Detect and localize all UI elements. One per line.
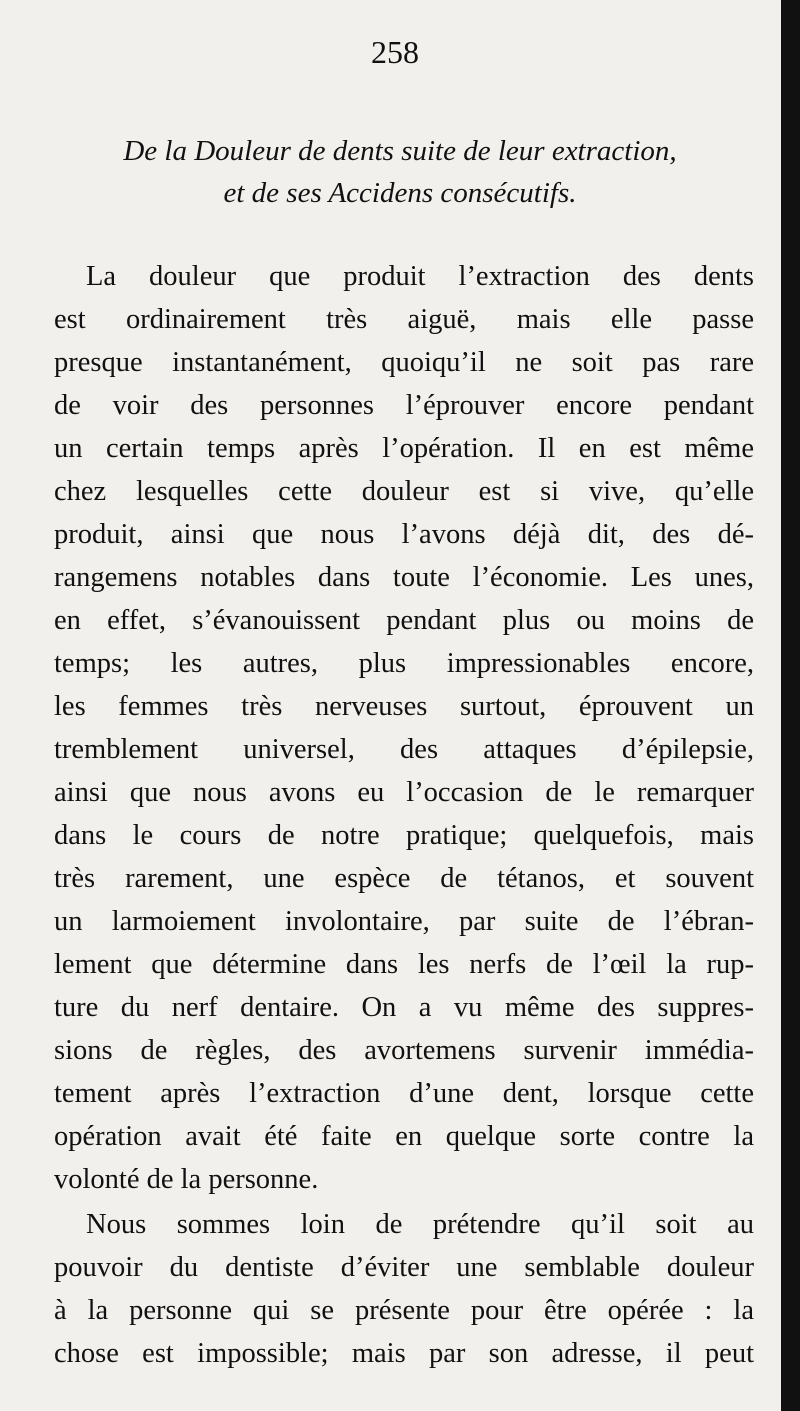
text-line: produit, ainsi que nous l’avons déjà dit, des dé-: [54, 519, 754, 550]
text-line: en effet, s’évanouissent pendant plus ou moins de: [54, 605, 754, 636]
text-line: Nous sommes loin de prétendre qu’il soit au: [86, 1209, 754, 1240]
text-line: volonté de la personne.: [54, 1164, 319, 1195]
text-line: sions de règles, des avortemens survenir immédia-: [54, 1035, 754, 1066]
text-line: chose est impossible; mais par son adresse, il peut: [54, 1338, 754, 1369]
text-line: La douleur que produit l’extraction des dents: [86, 261, 754, 292]
text-line: un certain temps après l’opération. Il en est même: [54, 433, 754, 464]
paragraph: [54, 255, 754, 1201]
text-line: lement que détermine dans les nerfs de l’œil la rup-: [54, 949, 754, 980]
text-line: tremblement universel, des attaques d’épilepsie,: [54, 734, 754, 765]
text-line: chez lesquelles cette douleur est si vive, qu’elle: [54, 476, 754, 507]
text-line: ture du nerf dentaire. On a vu même des suppres-: [54, 992, 754, 1023]
text-line: de voir des personnes l’éprouver encore pendant: [54, 390, 754, 421]
text-line: dans le cours de notre pratique; quelquefois, mais: [54, 820, 754, 851]
text-line: presque instantanément, quoiqu’il ne soit pas rare: [54, 347, 754, 378]
text-line: est ordinairement très aiguë, mais elle passe: [54, 304, 754, 335]
text-line: pouvoir du dentiste d’éviter une semblable douleur: [54, 1252, 754, 1283]
text-line: opération avait été faite en quelque sorte contre la: [54, 1121, 754, 1152]
page-number: 258: [371, 34, 419, 70]
paragraph: [54, 1203, 754, 1375]
text-line: rangemens notables dans toute l’économie. Les unes,: [54, 562, 754, 593]
page-edge-shadow: [781, 0, 800, 1411]
text-line: temps; les autres, plus impressionables encore,: [54, 648, 754, 679]
text-line: les femmes très nerveuses surtout, éprouvent un: [54, 691, 754, 722]
heading-line: et de ses Accidens consécutifs.: [223, 177, 577, 209]
text-line: un larmoiement involontaire, par suite de l’ébran-: [54, 906, 754, 937]
text-line: à la personne qui se présente pour être opérée : la: [54, 1295, 754, 1326]
text-line: ainsi que nous avons eu l’occasion de le remarquer: [54, 777, 754, 808]
text-line: tement après l’extraction d’une dent, lorsque cette: [54, 1078, 754, 1109]
text-line: très rarement, une espèce de tétanos, et souvent: [54, 863, 754, 894]
section-heading: [40, 130, 760, 214]
body-text: [54, 255, 754, 1375]
heading-line: De la Douleur de dents suite de leur extraction,: [123, 135, 677, 167]
